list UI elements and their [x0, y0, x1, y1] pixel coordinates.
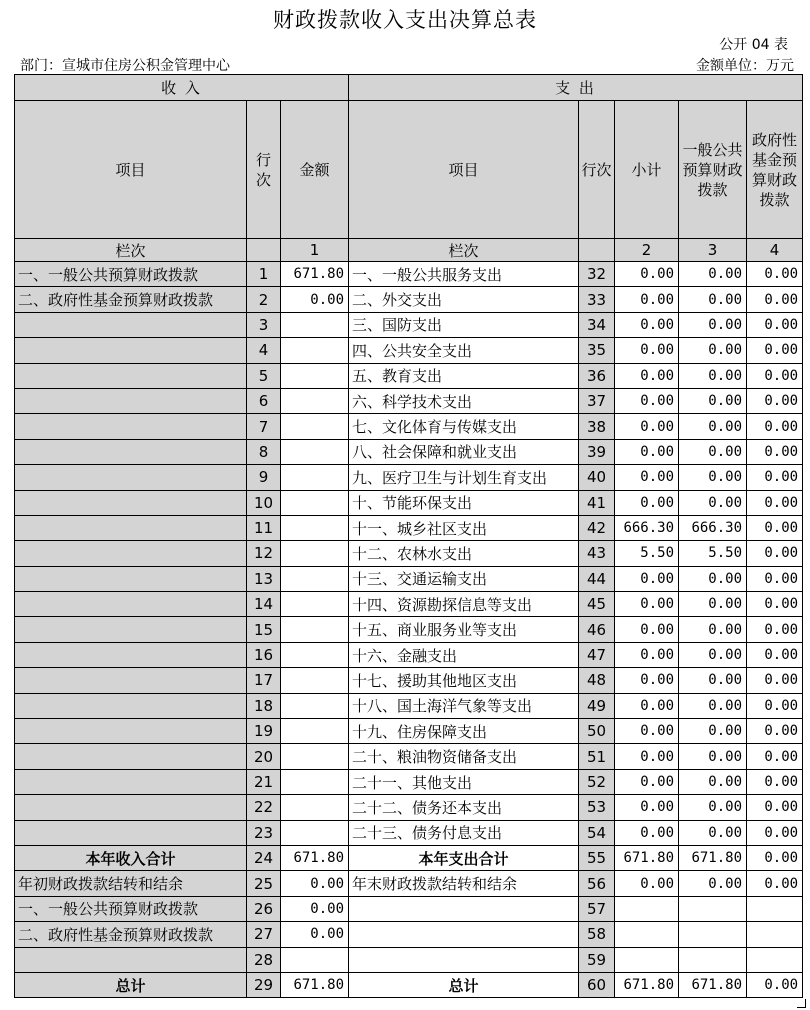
- general-budget-cell: 666.30: [679, 515, 747, 540]
- gov-fund-cell: [747, 947, 803, 972]
- income-line-no-cell: 13: [247, 566, 281, 591]
- expense-section-header: 支 出: [349, 75, 803, 101]
- income-amount-cell: [281, 312, 349, 337]
- colno-label-left: 栏次: [15, 239, 247, 262]
- income-amount-cell: [281, 592, 349, 617]
- expense-line-no-cell: 53: [579, 795, 615, 820]
- general-budget-cell: 0.00: [679, 439, 747, 464]
- income-amount-cell: [281, 541, 349, 566]
- income-line-no-cell: 3: [247, 312, 281, 337]
- income-item-cell: [15, 566, 247, 591]
- page-corner-mark: [797, 999, 806, 1008]
- income-item-cell: [15, 744, 247, 769]
- general-budget-cell: 0.00: [679, 287, 747, 312]
- general-budget-cell: 0.00: [679, 490, 747, 515]
- subtotal-cell: 0.00: [615, 693, 679, 718]
- table-row: [15, 515, 803, 540]
- income-line-no-cell: 9: [247, 465, 281, 490]
- general-budget-cell: 0.00: [679, 388, 747, 413]
- gov-fund-cell: 0.00: [747, 312, 803, 337]
- expense-item-cell: 十九、住房保障支出: [349, 719, 579, 744]
- general-budget-cell: [679, 896, 747, 921]
- gov-fund-cell: 0.00: [747, 642, 803, 667]
- table-row: [15, 338, 803, 363]
- income-item-cell: [15, 490, 247, 515]
- gov-fund-cell: 0.00: [747, 262, 803, 287]
- subtotal-cell: 0.00: [615, 439, 679, 464]
- income-line-no-cell: 10: [247, 490, 281, 515]
- subtotal-cell: 0.00: [615, 388, 679, 413]
- expense-line-no-cell: 57: [579, 896, 615, 921]
- gov-fund-cell: 0.00: [747, 744, 803, 769]
- general-budget-cell: 671.80: [679, 845, 747, 870]
- expense-line-no-cell: 58: [579, 922, 615, 947]
- colno-blank-left: [247, 239, 281, 262]
- gov-fund-cell: 0.00: [747, 363, 803, 388]
- gov-fund-cell: 0.00: [747, 490, 803, 515]
- income-amount-cell: [281, 947, 349, 972]
- income-line-no-cell: 2: [247, 287, 281, 312]
- subtotal-cell: 0.00: [615, 769, 679, 794]
- expense-line-no-cell: 45: [579, 592, 615, 617]
- general-budget-cell: 0.00: [679, 338, 747, 363]
- general-budget-cell: 0.00: [679, 617, 747, 642]
- gov-fund-cell: 0.00: [747, 465, 803, 490]
- income-line-no-cell: 1: [247, 262, 281, 287]
- table-row: [15, 617, 803, 642]
- table-row: [15, 972, 803, 997]
- income-item-cell: [15, 414, 247, 439]
- general-budget-cell: 0.00: [679, 871, 747, 896]
- expense-line-no-cell: 54: [579, 820, 615, 845]
- expense-line-no-cell: 49: [579, 693, 615, 718]
- table-row: [15, 363, 803, 388]
- income-amount-cell: [281, 465, 349, 490]
- income-line-no-cell: 23: [247, 820, 281, 845]
- income-line-no-cell: 17: [247, 668, 281, 693]
- column-number-row: [15, 239, 803, 262]
- income-line-no-cell: 18: [247, 693, 281, 718]
- colno-3: 3: [679, 239, 747, 262]
- income-item-cell: [15, 312, 247, 337]
- income-item-cell: 总计: [15, 972, 247, 997]
- income-amount-cell: [281, 490, 349, 515]
- income-item-cell: [15, 515, 247, 540]
- table-row: [15, 262, 803, 287]
- gov-fund-cell: 0.00: [747, 693, 803, 718]
- income-amount-cell: 671.80: [281, 262, 349, 287]
- income-line-no-cell: 27: [247, 922, 281, 947]
- expense-line-no-cell: 32: [579, 262, 615, 287]
- income-item-cell: [15, 439, 247, 464]
- income-amount-cell: 0.00: [281, 871, 349, 896]
- expense-item-cell: 四、公共安全支出: [349, 338, 579, 363]
- expense-item-cell: [349, 922, 579, 947]
- subtotal-cell: 0.00: [615, 820, 679, 845]
- general-budget-cell: 0.00: [679, 719, 747, 744]
- income-line-no-cell: 11: [247, 515, 281, 540]
- table-row: [15, 820, 803, 845]
- table-row: [15, 490, 803, 515]
- income-item-cell: [15, 719, 247, 744]
- subtotal-cell: 0.00: [615, 719, 679, 744]
- income-item-cell: [15, 693, 247, 718]
- col-expense-line-no: 行次: [579, 101, 615, 239]
- expense-item-cell: 七、文化体育与传媒支出: [349, 414, 579, 439]
- expense-item-cell: 九、医疗卫生与计划生育支出: [349, 465, 579, 490]
- report-title: 财政拨款收入支出决算总表: [273, 8, 537, 32]
- general-budget-cell: 0.00: [679, 414, 747, 439]
- income-item-cell: [15, 947, 247, 972]
- income-line-no-cell: 28: [247, 947, 281, 972]
- subtotal-cell: 0.00: [615, 668, 679, 693]
- subtotal-cell: [615, 947, 679, 972]
- income-item-cell: 一、一般公共预算财政拨款: [15, 262, 247, 287]
- general-budget-cell: 0.00: [679, 312, 747, 337]
- income-item-cell: 年初财政拨款结转和结余: [15, 871, 247, 896]
- subtotal-cell: 0.00: [615, 490, 679, 515]
- income-amount-cell: [281, 617, 349, 642]
- income-line-no-cell: 24: [247, 845, 281, 870]
- table-row: [15, 922, 803, 947]
- expense-line-no-cell: 42: [579, 515, 615, 540]
- income-item-cell: 二、政府性基金预算财政拨款: [15, 287, 247, 312]
- table-row: [15, 592, 803, 617]
- table-row: [15, 693, 803, 718]
- general-budget-cell: 5.50: [679, 541, 747, 566]
- income-item-cell: 一、一般公共预算财政拨款: [15, 896, 247, 921]
- income-item-cell: [15, 820, 247, 845]
- income-item-cell: [15, 769, 247, 794]
- income-item-cell: [15, 668, 247, 693]
- income-line-no-cell: 22: [247, 795, 281, 820]
- gov-fund-cell: 0.00: [747, 592, 803, 617]
- general-budget-cell: 0.00: [679, 668, 747, 693]
- colno-2: 2: [615, 239, 679, 262]
- gov-fund-cell: [747, 896, 803, 921]
- subtotal-cell: 0.00: [615, 312, 679, 337]
- expense-line-no-cell: 50: [579, 719, 615, 744]
- expense-item-cell: 二十一、其他支出: [349, 769, 579, 794]
- income-amount-cell: [281, 515, 349, 540]
- section-header-row: [15, 75, 803, 101]
- table-row: [15, 795, 803, 820]
- income-line-no-cell: 20: [247, 744, 281, 769]
- general-budget-cell: 0.00: [679, 566, 747, 591]
- income-line-no-cell: 6: [247, 388, 281, 413]
- income-amount-cell: [281, 820, 349, 845]
- expense-item-cell: 本年支出合计: [349, 845, 579, 870]
- income-amount-cell: [281, 439, 349, 464]
- general-budget-cell: 0.00: [679, 592, 747, 617]
- general-budget-cell: 0.00: [679, 363, 747, 388]
- gov-fund-cell: 0.00: [747, 769, 803, 794]
- income-item-cell: [15, 617, 247, 642]
- income-item-cell: [15, 465, 247, 490]
- income-amount-cell: [281, 388, 349, 413]
- expense-line-no-cell: 51: [579, 744, 615, 769]
- income-amount-cell: 671.80: [281, 845, 349, 870]
- table-row: [15, 541, 803, 566]
- col-income-line-no: 行次: [247, 101, 281, 239]
- expense-line-no-cell: 38: [579, 414, 615, 439]
- income-amount-cell: [281, 363, 349, 388]
- general-budget-cell: 0.00: [679, 820, 747, 845]
- gov-fund-cell: 0.00: [747, 439, 803, 464]
- gov-fund-cell: 0.00: [747, 719, 803, 744]
- table-row: [15, 845, 803, 870]
- expense-line-no-cell: 43: [579, 541, 615, 566]
- expense-item-cell: 年末财政拨款结转和结余: [349, 871, 579, 896]
- col-gov-fund: 政府性基金预算财政拨款: [747, 101, 803, 239]
- col-subtotal: 小计: [615, 101, 679, 239]
- subtotal-cell: 671.80: [615, 845, 679, 870]
- expense-line-no-cell: 34: [579, 312, 615, 337]
- subtotal-cell: 0.00: [615, 592, 679, 617]
- unit-label: 金额单位：万元: [696, 58, 794, 74]
- expense-item-cell: 十一、城乡社区支出: [349, 515, 579, 540]
- expense-item-cell: 二十二、债务还本支出: [349, 795, 579, 820]
- income-section-header: 收 入: [15, 75, 349, 101]
- col-expense-item: 项目: [349, 101, 579, 239]
- expense-line-no-cell: 33: [579, 287, 615, 312]
- expense-line-no-cell: 59: [579, 947, 615, 972]
- gov-fund-cell: 0.00: [747, 871, 803, 896]
- expense-item-cell: 十四、资源勘探信息等支出: [349, 592, 579, 617]
- expense-item-cell: 六、科学技术支出: [349, 388, 579, 413]
- table-row: [15, 769, 803, 794]
- subtotal-cell: 671.80: [615, 972, 679, 997]
- colno-1: 1: [281, 239, 349, 262]
- subtotal-cell: 0.00: [615, 465, 679, 490]
- expense-line-no-cell: 55: [579, 845, 615, 870]
- expense-line-no-cell: 52: [579, 769, 615, 794]
- income-line-no-cell: 16: [247, 642, 281, 667]
- gov-fund-cell: 0.00: [747, 287, 803, 312]
- income-amount-cell: [281, 693, 349, 718]
- table-row: [15, 896, 803, 921]
- table-row: [15, 744, 803, 769]
- gov-fund-cell: 0.00: [747, 541, 803, 566]
- income-item-cell: 本年收入合计: [15, 845, 247, 870]
- subtotal-cell: 666.30: [615, 515, 679, 540]
- subtotal-cell: 0.00: [615, 642, 679, 667]
- table-row: [15, 439, 803, 464]
- subtotal-cell: 0.00: [615, 617, 679, 642]
- table-row: [15, 668, 803, 693]
- table-row: [15, 947, 803, 972]
- table-row: [15, 388, 803, 413]
- expense-line-no-cell: 35: [579, 338, 615, 363]
- income-line-no-cell: 29: [247, 972, 281, 997]
- income-item-cell: 二、政府性基金预算财政拨款: [15, 922, 247, 947]
- expense-line-no-cell: 44: [579, 566, 615, 591]
- gov-fund-cell: 0.00: [747, 515, 803, 540]
- expense-line-no-cell: 36: [579, 363, 615, 388]
- income-item-cell: [15, 338, 247, 363]
- income-amount-cell: [281, 769, 349, 794]
- income-amount-cell: 0.00: [281, 287, 349, 312]
- expense-item-cell: 五、教育支出: [349, 363, 579, 388]
- gov-fund-cell: 0.00: [747, 820, 803, 845]
- table-row: [15, 465, 803, 490]
- gov-fund-cell: 0.00: [747, 338, 803, 363]
- expense-item-cell: 十三、交通运输支出: [349, 566, 579, 591]
- expense-line-no-cell: 40: [579, 465, 615, 490]
- general-budget-cell: 0.00: [679, 465, 747, 490]
- expense-line-no-cell: 46: [579, 617, 615, 642]
- income-line-no-cell: 19: [247, 719, 281, 744]
- expense-item-cell: 三、国防支出: [349, 312, 579, 337]
- general-budget-cell: 671.80: [679, 972, 747, 997]
- income-line-no-cell: 4: [247, 338, 281, 363]
- expense-line-no-cell: 39: [579, 439, 615, 464]
- table-row: [15, 414, 803, 439]
- income-item-cell: [15, 642, 247, 667]
- subtotal-cell: 0.00: [615, 262, 679, 287]
- subtotal-cell: 0.00: [615, 871, 679, 896]
- general-budget-cell: [679, 947, 747, 972]
- expense-item-cell: 十六、金融支出: [349, 642, 579, 667]
- department-label: 部门：宣城市住房公积金管理中心: [20, 58, 230, 74]
- col-income-item: 项目: [15, 101, 247, 239]
- income-line-no-cell: 12: [247, 541, 281, 566]
- general-budget-cell: 0.00: [679, 795, 747, 820]
- general-budget-cell: 0.00: [679, 744, 747, 769]
- income-line-no-cell: 7: [247, 414, 281, 439]
- colno-blank-right: [579, 239, 615, 262]
- income-line-no-cell: 26: [247, 896, 281, 921]
- expense-line-no-cell: 48: [579, 668, 615, 693]
- table-row: [15, 719, 803, 744]
- income-amount-cell: [281, 744, 349, 769]
- colno-4: 4: [747, 239, 803, 262]
- income-line-no-cell: 8: [247, 439, 281, 464]
- income-line-no-cell: 25: [247, 871, 281, 896]
- general-budget-cell: 0.00: [679, 769, 747, 794]
- gov-fund-cell: 0.00: [747, 972, 803, 997]
- expense-line-no-cell: 41: [579, 490, 615, 515]
- col-general-budget: 一般公共预算财政拨款: [679, 101, 747, 239]
- expense-item-cell: 一、一般公共服务支出: [349, 262, 579, 287]
- income-item-cell: [15, 592, 247, 617]
- expense-item-cell: 八、社会保障和就业支出: [349, 439, 579, 464]
- expense-item-cell: 总计: [349, 972, 579, 997]
- income-amount-cell: 0.00: [281, 922, 349, 947]
- expense-item-cell: 十、节能环保支出: [349, 490, 579, 515]
- gov-fund-cell: 0.00: [747, 388, 803, 413]
- gov-fund-cell: 0.00: [747, 668, 803, 693]
- income-amount-cell: [281, 795, 349, 820]
- gov-fund-cell: 0.00: [747, 566, 803, 591]
- col-income-amount: 金额: [281, 101, 349, 239]
- table-row: [15, 287, 803, 312]
- table-row: [15, 871, 803, 896]
- expense-item-cell: 十七、援助其他地区支出: [349, 668, 579, 693]
- income-amount-cell: 0.00: [281, 896, 349, 921]
- subtotal-cell: 0.00: [615, 338, 679, 363]
- expense-item-cell: 十二、农林水支出: [349, 541, 579, 566]
- expense-item-cell: [349, 896, 579, 921]
- subtotal-cell: 0.00: [615, 566, 679, 591]
- subtotal-cell: 0.00: [615, 744, 679, 769]
- subtotal-cell: 5.50: [615, 541, 679, 566]
- budget-table: [14, 74, 803, 998]
- expense-line-no-cell: 60: [579, 972, 615, 997]
- subtotal-cell: 0.00: [615, 795, 679, 820]
- income-item-cell: [15, 795, 247, 820]
- expense-line-no-cell: 56: [579, 871, 615, 896]
- income-item-cell: [15, 388, 247, 413]
- subtotal-cell: 0.00: [615, 363, 679, 388]
- general-budget-cell: 0.00: [679, 693, 747, 718]
- income-amount-cell: [281, 668, 349, 693]
- expense-item-cell: [349, 947, 579, 972]
- table-row: [15, 642, 803, 667]
- expense-item-cell: 二十三、债务付息支出: [349, 820, 579, 845]
- expense-item-cell: 二十、粮油物资储备支出: [349, 744, 579, 769]
- colno-label-right: 栏次: [349, 239, 579, 262]
- income-line-no-cell: 15: [247, 617, 281, 642]
- expense-line-no-cell: 37: [579, 388, 615, 413]
- income-amount-cell: [281, 719, 349, 744]
- gov-fund-cell: 0.00: [747, 795, 803, 820]
- general-budget-cell: 0.00: [679, 642, 747, 667]
- income-amount-cell: [281, 414, 349, 439]
- expense-line-no-cell: 47: [579, 642, 615, 667]
- expense-item-cell: 十八、国土海洋气象等支出: [349, 693, 579, 718]
- gov-fund-cell: 0.00: [747, 414, 803, 439]
- expense-item-cell: 十五、商业服务业等支出: [349, 617, 579, 642]
- table-row: [15, 312, 803, 337]
- income-line-no-cell: 21: [247, 769, 281, 794]
- income-item-cell: [15, 541, 247, 566]
- income-amount-cell: [281, 566, 349, 591]
- income-item-cell: [15, 363, 247, 388]
- subtotal-cell: 0.00: [615, 414, 679, 439]
- gov-fund-cell: [747, 922, 803, 947]
- gov-fund-cell: 0.00: [747, 845, 803, 870]
- expense-item-cell: 二、外交支出: [349, 287, 579, 312]
- subtotal-cell: 0.00: [615, 287, 679, 312]
- column-header-row: [15, 101, 803, 239]
- income-line-no-cell: 5: [247, 363, 281, 388]
- income-amount-cell: [281, 338, 349, 363]
- form-code: 公开 04 表: [719, 37, 788, 53]
- general-budget-cell: [679, 922, 747, 947]
- gov-fund-cell: 0.00: [747, 617, 803, 642]
- subtotal-cell: [615, 896, 679, 921]
- general-budget-cell: 0.00: [679, 262, 747, 287]
- subtotal-cell: [615, 922, 679, 947]
- income-line-no-cell: 14: [247, 592, 281, 617]
- table-row: [15, 566, 803, 591]
- income-amount-cell: 671.80: [281, 972, 349, 997]
- income-amount-cell: [281, 642, 349, 667]
